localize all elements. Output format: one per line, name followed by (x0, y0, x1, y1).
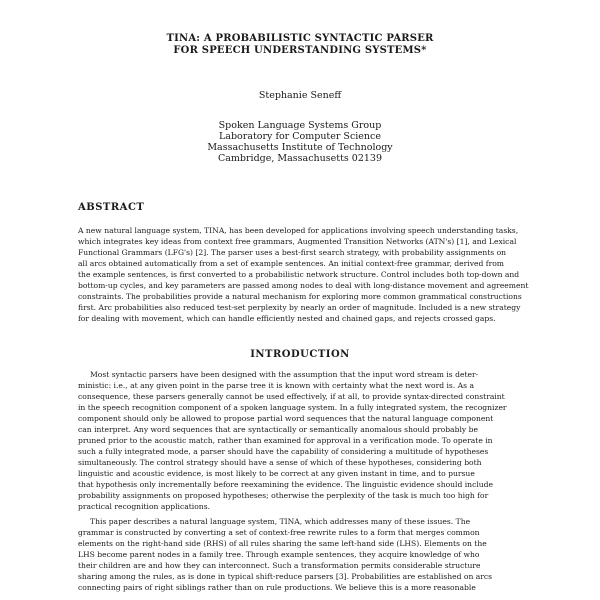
affiliation-line: Laboratory for Computer Science (219, 131, 381, 142)
intro-line: elements on the right-hand side (RHS) of all rules sharing the same left-hand side (LHS). Elements on the (78, 539, 487, 548)
abstract-line: all arcs obtained automatically from a set of example sentences. An initial context-free grammar, derived from (78, 259, 504, 268)
intro-line: probability assignments on proposed hypotheses; otherwise the perplexity of the task is much too high for (78, 491, 489, 500)
affiliation-line: Spoken Language Systems Group (218, 120, 382, 131)
affiliation-line: Cambridge, Massachusetts 02139 (217, 153, 383, 164)
intro-line: linguistic and acoustic evidence, is most likely to be correct at any given instant in time, and to pursue (78, 469, 475, 478)
abstract-line: bottom-up cycles, and key parameters are passed among nodes to deal with long-distance movement and agreement (78, 281, 529, 290)
intro-line: practical recognition applications. (78, 502, 211, 511)
affiliation-line: Massachusetts Institute of Technology (207, 142, 393, 153)
intro-line: connecting pairs of right siblings rather than on rule productions. We believe this is a more reasonable (78, 583, 476, 592)
intro-line: in the speech recognition component of a spoken language system. In a fully integrated system, the recognizer (78, 403, 507, 412)
intro-line: can interpret. Any word sequences that are syntactically or semantically anomalous should probably be (78, 425, 478, 434)
intro-line: consequence, these parsers generally cannot be used effectively, if at all, to provide syntax-directed constraint (78, 392, 505, 401)
author-name: Stephanie Seneff (258, 90, 342, 101)
abstract-heading: ABSTRACT (78, 202, 145, 213)
abstract-line: the example sentences, is first converted to a probabilistic network structure. Control includes both top-down and (78, 270, 520, 279)
abstract-line: A new natural language system, TINA, has been developed for applications involving speech understanding tasks, (78, 226, 519, 235)
intro-line: component should only be allowed to propose partial word sequences that the natural language component (78, 414, 494, 423)
intro-line: This paper describes a natural language system, TINA, which addresses many of these issues. The (90, 517, 471, 526)
intro-line: grammar is constructed by converting a set of context-free rewrite rules to a form that merges common (78, 528, 480, 537)
abstract-line: Functional Grammars (LFG's) [2]. The parser uses a best-first search strategy, with probability assignments on (78, 248, 507, 257)
intro-line: that hypothesis only incrementally before reexamining the evidence. The linguistic evidence should include (78, 480, 493, 489)
intro-line: ministic: i.e., at any given point in the parse tree it is known with certainty what the next word is. As a (78, 381, 474, 390)
intro-line: sharing among the rules, as is done in typical shift-reduce parsers [3]. Probabilities are established on arcs (78, 572, 493, 581)
intro-line: their children are and how they can interconnect. Such a transformation permits considerable structure (78, 561, 481, 570)
intro-line: LHS become parent nodes in a family tree. Through example sentences, they acquire knowledge of who (78, 550, 480, 559)
intro-line: Most syntactic parsers have been designed with the assumption that the input word stream is deter- (90, 370, 479, 379)
intro-line: simultaneously. The control strategy should have a sense of which of these hypotheses, considering both (78, 458, 482, 467)
abstract-line: first. Arc probabilities also reduced test-set perplexity by nearly an order of magnitude. Included is a new strategy (78, 303, 521, 312)
introduction-heading: INTRODUCTION (250, 349, 350, 360)
paper-title-line-2: FOR SPEECH UNDERSTANDING SYSTEMS* (173, 45, 427, 56)
intro-line: such a fully integrated mode, a parser should have the capability of considering a multitude of hypotheses (78, 447, 489, 456)
abstract-line: for dealing with movement, which can handle efficiently nested and chained gaps, and rejects crossed gaps. (78, 314, 496, 323)
intro-line: pruned prior to the acoustic match, rather than examined for approval in a verification mode. To operate in (78, 436, 493, 445)
abstract-line: constraints. The probabilities provide a natural mechanism for exploring more common grammatical constructions (78, 292, 522, 301)
abstract-line: which integrates key ideas from context free grammars, Augmented Transition Networks (ATN's) [1], and Lexical (78, 237, 517, 246)
paper-title-line-1: TINA: A PROBABILISTIC SYNTACTIC PARSER (166, 33, 434, 44)
